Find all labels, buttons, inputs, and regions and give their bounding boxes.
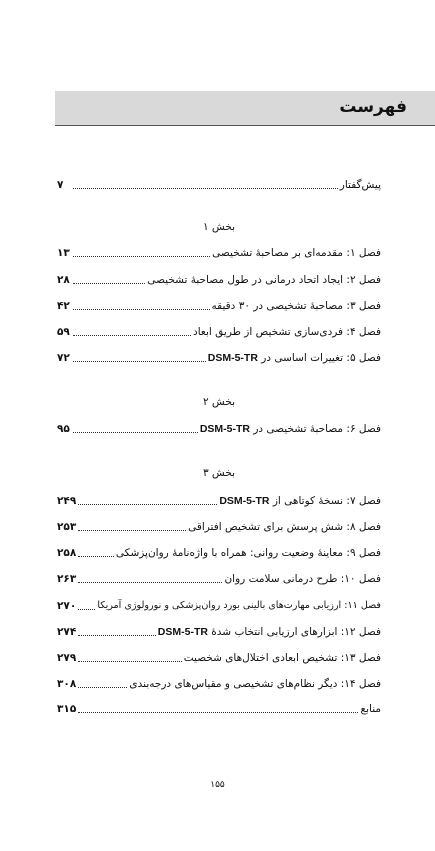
toc-entry-page: ۷۲ [57, 352, 70, 364]
toc-entry-page: ۲۵۸ [57, 547, 77, 559]
dot-leader [73, 334, 191, 336]
toc-entry-references[interactable] [57, 700, 381, 716]
toc-entry[interactable] [57, 518, 381, 534]
dot-leader [78, 529, 186, 531]
toc-entry[interactable] [57, 492, 381, 508]
toc-entry[interactable] [57, 649, 381, 665]
toc-entry-page: ۴۲ [57, 300, 70, 312]
dot-leader [78, 660, 181, 662]
toc-entry-label: فصل ۱۴: دیگر نظام‌های تشخیصی و مقیاس‌های درجه‌بندی [129, 678, 381, 690]
dot-leader [78, 711, 358, 713]
toc-entry-preface[interactable] [57, 176, 381, 192]
toc-entry[interactable] [57, 323, 381, 339]
toc-entry-label [219, 494, 381, 508]
toc-entry-page: ۲۵۳ [57, 521, 77, 533]
toc-entry[interactable] [57, 597, 381, 613]
part-heading: بخش ۳ [202, 467, 236, 479]
toc-entry-label: فصل ۳: مصاحبهٔ تشخیصی در ۳۰ دقیقه [211, 300, 381, 312]
toc-entry-label-prefix: فصل ۶: مصاحبهٔ تشخیصی در [253, 423, 381, 435]
toc-title-bar [55, 91, 435, 126]
toc-entry-label: فصل ۲: ایجاد اتحاد درمانی در طول مصاحبهٔ تشخیصی [147, 274, 381, 286]
toc-entry-label-prefix: فصل ۱۲: ابزارهای ارزیابی انتخاب شدهٔ [211, 626, 381, 638]
toc-entry-page: ۲۷۰ [57, 600, 77, 612]
dot-leader [73, 255, 210, 257]
toc-entry-label: فصل ۸: شش پرسش برای تشخیص افتراقی [188, 521, 381, 533]
toc-entry[interactable] [57, 420, 381, 436]
toc-entry-page: ۹۵ [57, 423, 70, 435]
dot-leader [78, 581, 222, 583]
part-heading: بخش ۱ [202, 221, 236, 233]
toc-entry-label: فصل ۱۳: تشخیص ابعادی اختلال‌های شخصیت [183, 652, 381, 664]
dot-leader [78, 555, 114, 557]
toc-entry[interactable] [57, 244, 381, 260]
toc-entry[interactable] [57, 297, 381, 313]
toc-entry-page: ۲۷۹ [57, 652, 77, 664]
toc-entry-page: ۲۸ [57, 274, 70, 286]
toc-entry-label-prefix: فصل ۵: تغییرات اساسی در [261, 352, 381, 364]
toc-entry-page: ۵۹ [57, 326, 70, 338]
dsm-label: DSM-5-TR [199, 423, 250, 435]
dot-leader [78, 686, 127, 688]
page-number: ۱۵۵ [210, 780, 225, 790]
dot-leader [73, 360, 206, 362]
dot-leader [78, 634, 156, 636]
toc-entry-label: فصل ۱۰: طرح درمانی سلامت روان [224, 573, 381, 585]
toc-entry-page: ۲۴۹ [57, 495, 77, 507]
dot-leader [73, 308, 210, 310]
dot-leader [73, 282, 145, 284]
dsm-label: DSM-5-TR [207, 352, 258, 364]
dsm-label: DSM-5-TR [219, 495, 270, 507]
toc-entry-page: ۳۱۵ [57, 703, 77, 715]
toc-entry-label: فصل ۱: مقدمه‌ای بر مصاحبهٔ تشخیصی [212, 247, 381, 259]
toc-entry[interactable] [57, 544, 381, 560]
toc-entry-label [208, 351, 381, 365]
toc-entry-page: ۲۷۴ [57, 626, 77, 638]
toc-entry[interactable] [57, 675, 381, 691]
toc-entry-label: فصل ۹: معاینهٔ وضعیت روانی: همراه با واژه‌نامهٔ روان‌پزشکی [115, 547, 381, 559]
dsm-label: DSM-5-TR [157, 626, 208, 638]
toc-entry-label: منابع [360, 703, 381, 715]
part-heading: بخش ۲ [202, 396, 236, 408]
toc-entry-page: ۷ [57, 179, 64, 191]
toc-entry-label-prefix: فصل ۷: نسخهٔ کوتاهی از [272, 495, 381, 507]
toc-entry[interactable] [57, 623, 381, 639]
page-title: فهرست [339, 97, 407, 117]
toc-entry[interactable] [57, 349, 381, 365]
toc-entry-page: ۱۳ [57, 247, 70, 259]
toc-entry[interactable] [57, 570, 381, 586]
dot-leader [73, 431, 198, 433]
toc-entry-page: ۲۶۳ [57, 573, 77, 585]
toc-entry-label [200, 422, 381, 436]
toc-entry-page: ۳۰۸ [57, 678, 77, 690]
toc-entry-label: فصل ۴: فردی‌سازی تشخیص از طریق ابعاد [193, 326, 381, 338]
dot-leader [78, 608, 95, 610]
toc-entry[interactable] [57, 271, 381, 287]
toc-entry-label: پیش‌گفتار [339, 179, 381, 191]
toc-entry-label [158, 625, 381, 639]
toc-entry-label: فصل ۱۱: ارزیابی مهارت‌های بالینی بورد روان‌پزشکی و نورولوژی آمریکا [97, 600, 381, 611]
dot-leader [73, 187, 338, 189]
dot-leader [78, 503, 217, 505]
